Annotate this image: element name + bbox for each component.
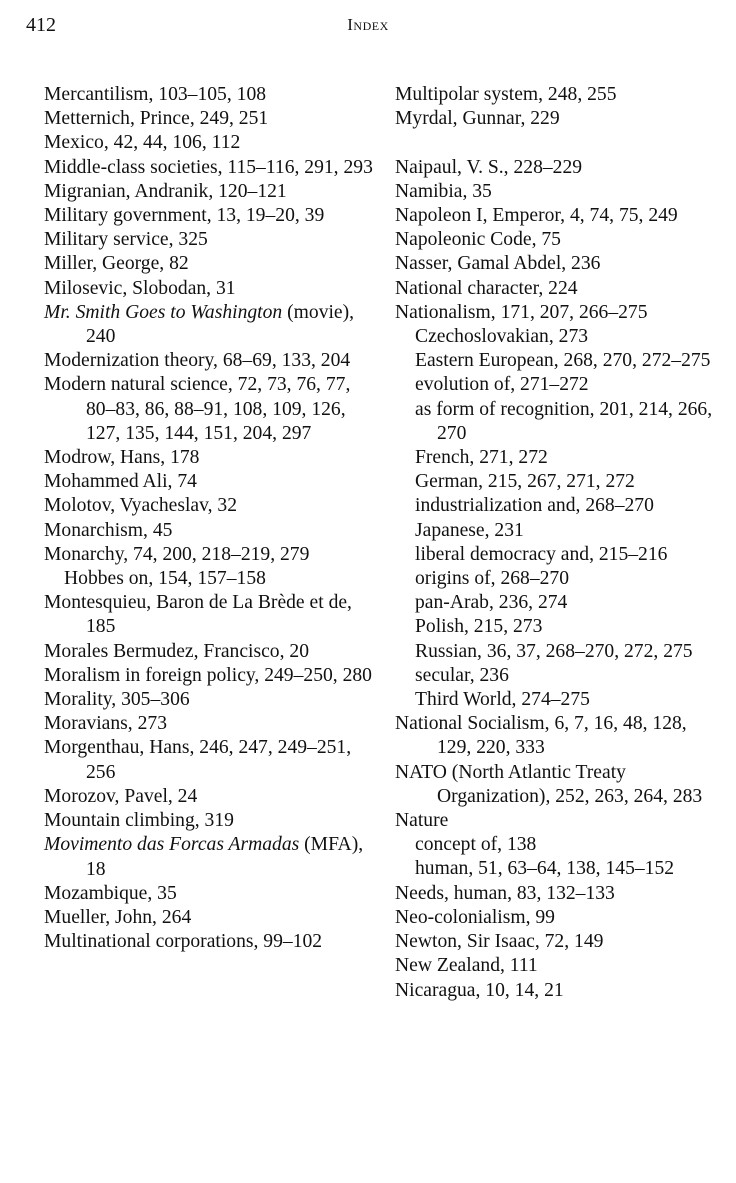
index-entry-text: Modern natural science, 72, 73, 76, 77, 80–83, 86, 88–91, 108, 109, 126, 127, 135, 144, 151, 204, 297 (44, 374, 351, 444)
index-entry-text: evolution of, 271–272 (415, 374, 589, 396)
index-subentry (395, 543, 715, 567)
index-entry-text: Modernization theory, 68–69, 133, 204 (44, 350, 351, 372)
index-entry (395, 954, 715, 978)
index-entry-text: Hobbes on, 154, 157–158 (64, 568, 266, 590)
index-entry (44, 107, 374, 131)
index-subentry (395, 567, 715, 591)
index-subentry (395, 398, 715, 446)
index-entry-text: Naipaul, V. S., 228–229 (395, 156, 583, 178)
index-entry (44, 277, 374, 301)
index-entry (395, 156, 715, 180)
index-entry-text: Middle-class societies, 115–116, 291, 293 (44, 156, 373, 178)
letter-group-gap (395, 131, 715, 155)
index-entry-text: origins of, 268–270 (415, 568, 570, 590)
index-entry-text: secular, 236 (415, 664, 509, 686)
index-subentry (395, 519, 715, 543)
index-entry (44, 83, 374, 107)
index-entry-text: NATO (North Atlantic Treaty Organization), 252, 263, 264, 283 (395, 761, 703, 807)
index-entry (395, 712, 715, 760)
index-entry (44, 446, 374, 470)
index-entry (44, 349, 374, 373)
index-entry-text: Polish, 215, 273 (415, 616, 543, 638)
index-entry-text: Napoleon I, Emperor, 4, 74, 75, 249 (395, 205, 678, 226)
index-entry (44, 301, 374, 349)
index-entry (44, 470, 374, 494)
index-entry (395, 979, 715, 1003)
index-entry-text: Nature (395, 810, 449, 832)
index-entry-text: Morality, 305–306 (44, 689, 190, 711)
index-subentry (395, 640, 715, 664)
index-entry-title: Movimento das Forcas Armadas (44, 834, 300, 856)
index-entry-text: Japanese, 231 (415, 519, 524, 541)
index-entry (44, 131, 374, 155)
index-entry (395, 809, 715, 833)
index-entry-text: Napoleonic Code, 75 (395, 229, 561, 251)
index-entry (395, 228, 715, 252)
index-entry-text: Multipolar system, 248, 255 (395, 84, 617, 105)
index-entry (44, 543, 374, 567)
index-entry-text: Mercantilism, 103–105, 108 (44, 84, 267, 105)
index-subentry (395, 664, 715, 688)
index-subentry (395, 591, 715, 615)
index-entry-text: Needs, human, 83, 132–133 (395, 882, 615, 904)
index-entry-text: human, 51, 63–64, 138, 145–152 (415, 858, 675, 880)
index-entry (44, 736, 374, 784)
index-entry-text: Montesquieu, Baron de La Brède et de, 185 (44, 592, 352, 638)
index-entry (44, 712, 374, 736)
index-entry (395, 180, 715, 204)
index-subentry (395, 373, 715, 397)
index-entry-text: Nasser, Gamal Abdel, 236 (395, 253, 601, 275)
index-entry-text: German, 215, 267, 271, 272 (415, 471, 635, 493)
index-entry-text: Nicaragua, 10, 14, 21 (395, 979, 564, 1001)
index-entry-text: Military government, 13, 19–20, 39 (44, 205, 325, 227)
index-subentry (395, 470, 715, 494)
index-entry-text: National character, 224 (395, 277, 578, 299)
index-entry-text: Morozov, Pavel, 24 (44, 785, 198, 807)
index-entry-text: Moravians, 273 (44, 713, 167, 735)
index-entry (44, 906, 374, 930)
index-column-right (395, 83, 715, 1003)
index-entry-text: Monarchism, 45 (44, 519, 173, 541)
index-entry-text: Moralism in foreign policy, 249–250, 280 (44, 664, 372, 686)
index-entry (395, 83, 715, 107)
index-entry-text: concept of, 138 (415, 834, 537, 856)
index-entry-text: Nationalism, 171, 207, 266–275 (395, 301, 648, 323)
index-entry (395, 906, 715, 930)
index-entry (44, 833, 374, 881)
index-entry (395, 761, 715, 809)
index-entry (44, 809, 374, 833)
index-entry-text: pan-Arab, 236, 274 (415, 592, 568, 614)
index-entry-text: Miller, George, 82 (44, 253, 189, 275)
index-entry-title: Mr. Smith Goes to Washington (44, 301, 283, 323)
index-entry (44, 930, 374, 954)
index-entry (395, 301, 715, 325)
page-number: 412 (26, 14, 56, 36)
index-entry-text: Namibia, 35 (395, 180, 492, 202)
index-subentry (395, 615, 715, 639)
index-subentry (395, 494, 715, 518)
index-subentry (44, 567, 374, 591)
index-entry (395, 107, 715, 131)
index-entry (44, 252, 374, 276)
index-entry-text: (MFA), 18 (86, 834, 364, 880)
index-entry-text: as form of recognition, 201, 214, 266, 270 (415, 398, 713, 444)
index-entry-text: Mozambique, 35 (44, 882, 177, 904)
index-entry-text: Morales Bermudez, Francisco, 20 (44, 640, 309, 662)
index-column-left (44, 83, 374, 954)
index-entry (44, 591, 374, 639)
index-entry (44, 228, 374, 252)
index-entry (44, 180, 374, 204)
running-head: Index (347, 15, 389, 34)
index-entry-text: Newton, Sir Isaac, 72, 149 (395, 931, 604, 953)
index-entry-text: Third World, 274–275 (415, 689, 590, 711)
index-subentry (395, 688, 715, 712)
index-entry-text: Migranian, Andranik, 120–121 (44, 180, 287, 202)
index-entry (395, 930, 715, 954)
index-entry-text: Monarchy, 74, 200, 218–219, 279 (44, 543, 310, 565)
index-entry (44, 640, 374, 664)
index-entry-text: Mexico, 42, 44, 106, 112 (44, 132, 241, 154)
index-subentry (395, 446, 715, 470)
index-entry-text: liberal democracy and, 215–216 (415, 543, 668, 565)
index-subentry (395, 833, 715, 857)
index-entry (44, 373, 374, 446)
index-subentry (395, 325, 715, 349)
index-entry-text: Molotov, Vyacheslav, 32 (44, 495, 238, 517)
index-entry-text: Multinational corporations, 99–102 (44, 931, 323, 953)
index-entry-text: (movie), 240 (86, 301, 355, 348)
index-entry-text: industrialization and, 268–270 (415, 495, 654, 517)
index-entry (44, 204, 374, 228)
index-entry (44, 664, 374, 688)
index-entry-text: Military service, 325 (44, 229, 208, 251)
index-entry-text: National Socialism, 6, 7, 16, 48, 128, 129, 220, 333 (395, 713, 687, 759)
index-subentry (395, 349, 715, 373)
index-entry-text: Myrdal, Gunnar, 229 (395, 108, 560, 130)
index-entry (395, 277, 715, 301)
index-entry (395, 882, 715, 906)
index-entry-text: Mueller, John, 264 (44, 906, 192, 928)
index-entry-text: Modrow, Hans, 178 (44, 447, 200, 469)
index-entry-text: Mohammed Ali, 74 (44, 471, 197, 493)
index-entry (395, 252, 715, 276)
index-entry-text: New Zealand, 111 (395, 955, 538, 977)
index-entry-text: Neo-colonialism, 99 (395, 906, 555, 928)
index-entry (395, 204, 715, 228)
index-entry-text: Morgenthau, Hans, 246, 247, 249–251, 256 (44, 737, 352, 783)
index-entry (44, 156, 374, 180)
index-subentry (395, 857, 715, 881)
index-entry-text: Milosevic, Slobodan, 31 (44, 277, 236, 299)
index-entry-text: Eastern European, 268, 270, 272–275 (415, 350, 711, 372)
index-entry (44, 494, 374, 518)
index-entry (44, 882, 374, 906)
index-entry-text: Russian, 36, 37, 268–270, 272, 275 (415, 640, 693, 662)
index-entry-text: Mountain climbing, 319 (44, 810, 234, 832)
index-entry (44, 688, 374, 712)
index-entry (44, 785, 374, 809)
index-entry (44, 519, 374, 543)
index-entry-text: Czechoslovakian, 273 (415, 326, 589, 348)
index-entry-text: Metternich, Prince, 249, 251 (44, 108, 269, 130)
index-entry-text: French, 271, 272 (415, 447, 548, 469)
